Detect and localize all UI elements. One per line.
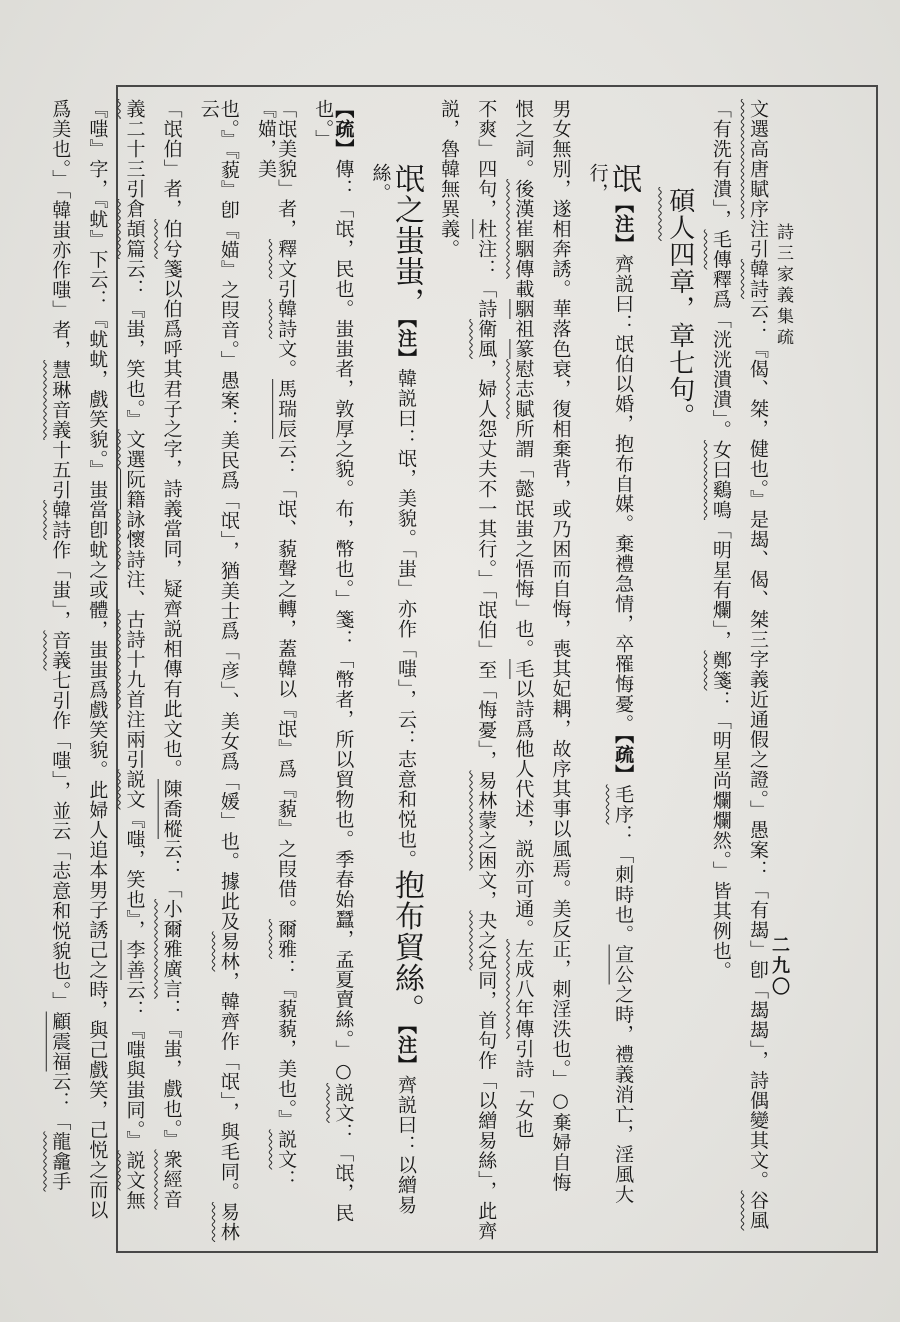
text-run: 也。』『藐』卽『媌』之叚音。」愚案：美民爲「氓」，猶美士爲「彦」、美女爲「媛」也。據此及 — [217, 99, 240, 932]
column-10 — [313, 99, 353, 1243]
poem-text: 抱布貿絲。 — [389, 869, 425, 1025]
person-name: 篆 — [512, 339, 535, 359]
text-run: 韓説曰：氓，美貌。「蚩」亦作「嗤」，云：志意和悦也。 — [395, 368, 418, 870]
book-title: 文選 — [123, 429, 146, 470]
text-run: 云：『蚩，笑也。』 — [123, 259, 146, 430]
page-number: 二九〇 — [769, 935, 790, 998]
column-3-chapter-heading — [665, 99, 694, 1243]
text-run: ，韓齊作「氓」，與毛同。 — [217, 971, 240, 1202]
text-run: 文， — [475, 870, 498, 911]
column-2 — [711, 99, 731, 1243]
text-run: 釋爲「洸洸潰潰」。 — [709, 269, 732, 440]
text-run: ，婦人怨丈夫不一其行。」「氓伯」至「悔憂」， — [475, 359, 498, 771]
text-run: 作「蚩」， — [49, 540, 72, 631]
text-run: ：『媌，美 — [255, 99, 298, 1190]
text-frame — [49, 85, 878, 1253]
commentary-label: 【疏】 — [332, 99, 355, 159]
book-title: 伯兮 — [160, 219, 183, 259]
book-title: 後漢崔駰傳 — [512, 179, 535, 279]
book-title: 谷風 — [747, 1190, 769, 1231]
column-12 — [199, 99, 239, 1243]
text-run: 十五引 — [49, 440, 72, 500]
text-run: 説，魯韓無異義。 — [438, 99, 461, 259]
book-title: 衆經音 — [160, 1149, 183, 1210]
book-title: 慧琳音義 — [49, 360, 72, 440]
commentary-label: 【注】 — [612, 194, 635, 254]
text-run: 男女無別，遂相奔誘。華落色衰，復相棄背，或乃困而自悔，喪其妃耦，故序其事以風焉。美反正，刺淫泆也。」○棄婦自悔 — [549, 99, 572, 1193]
book-title: 左成八年傳 — [512, 939, 535, 1039]
text-run: 所謂「懿氓蚩之悟悔」也。 — [512, 419, 535, 659]
text-run: 爲美也。」「韓蚩亦作嗤」者， — [49, 99, 72, 360]
book-title: 説文 — [123, 1150, 146, 1191]
book-title: 倉頡篇 — [123, 199, 146, 259]
text-run: 云：「 — [160, 839, 183, 899]
text-run: 注兩引 — [123, 709, 146, 770]
running-title: 詩三家義集疏 — [773, 223, 793, 349]
text-run: 七引作「嗤」，並云「志意和悦貌也。」 — [49, 670, 72, 1012]
text-run: 不爽」四句， — [475, 99, 498, 219]
text-run: 「氓伯」者， — [160, 99, 183, 219]
book-title: 釋文 — [275, 239, 298, 279]
book-title: 韓詩 — [275, 299, 298, 339]
text-run: 引 — [275, 279, 298, 299]
text-run: 恨之詞。 — [512, 99, 535, 179]
column-15 — [87, 99, 107, 1243]
text-run: 云：『嗤與蚩同。』 — [123, 980, 146, 1151]
column-1 — [748, 99, 768, 1243]
column-5 — [550, 99, 570, 1243]
column-16 — [50, 99, 70, 1243]
text-run: 注：「詩 — [475, 239, 498, 319]
column-7 — [476, 99, 496, 1243]
text-run: 傳：「氓，民也。蚩蚩者，敦厚之貌。布，幣也。」箋：「幣者，所以貿物也。季春始蠶，孟夏賣絲。」○ — [332, 159, 355, 1083]
book-title: 慰志賦 — [512, 359, 535, 419]
text-run: 四章，章七句。 — [664, 241, 695, 430]
commentary-label: 【注】 — [395, 318, 418, 369]
book-title: 龍龕手 — [49, 1131, 72, 1192]
text-run: 齊説曰：氓伯以婚，抱布自媒。棄禮急情，卒罹悔憂。 — [612, 254, 635, 734]
column-4 — [588, 99, 640, 1243]
book-title: 説文 — [275, 1129, 298, 1170]
text-run: ：「氓，民也。」 — [312, 99, 355, 1223]
book-title: 詠懷詩 — [123, 509, 146, 570]
text-run: 云 — [197, 99, 220, 119]
person-name: 毛 — [512, 659, 535, 679]
text-run: 引詩「女也 — [512, 1039, 535, 1139]
column-14 — [124, 99, 144, 1243]
book-title: 説文 — [332, 1083, 355, 1123]
book-title: 易林 — [217, 931, 240, 972]
text-body — [49, 99, 769, 1243]
text-run: 祖 — [512, 319, 535, 339]
text-run: 同，首句作「以繒易絲」，此齊 — [475, 970, 498, 1241]
person-name: 阮籍 — [123, 469, 146, 510]
text-run: ：『蚩，戲也。』 — [160, 999, 183, 1150]
text-run: ：「明星尚爛爛然。」皆其例也。 — [709, 690, 732, 981]
book-title: 小爾雅廣言 — [160, 899, 183, 999]
text-run: 注、 — [123, 569, 146, 610]
book-title: 音義 — [49, 630, 72, 671]
person-name: 宣公 — [612, 944, 635, 985]
book-title: 易林蒙之困 — [475, 770, 498, 871]
person-name: 馬瑞辰 — [275, 379, 298, 439]
text-run: 云：「 — [49, 1071, 72, 1132]
text-run: 齊説曰：以繒易絲。 — [369, 163, 418, 1215]
person-name: 李善 — [123, 940, 146, 980]
text-run: 云：「氓、藐聲之轉，蓋韓以『氓』爲『藐』之叚借。 — [275, 439, 298, 919]
book-title: 易林 — [217, 1202, 240, 1242]
text-run: 「氓美貌」者， — [275, 99, 298, 239]
person-name: 顧震福 — [49, 1011, 72, 1072]
person-name: 駰 — [512, 299, 535, 319]
text-run: 二十三引 — [123, 119, 146, 199]
text-run: 載 — [512, 279, 535, 299]
text-run: 箋以伯爲呼其君子之字，詩義當同，疑齊説相傳有此文也。 — [160, 259, 183, 779]
text-run: 注引 — [747, 219, 769, 259]
commentary-label: 【注】 — [395, 1024, 418, 1075]
book-title: 女曰鷄鳴 — [709, 440, 732, 520]
commentary-label: 【疏】 — [612, 734, 635, 785]
book-title: 爾雅 — [275, 919, 298, 959]
book-title: 鄭箋 — [709, 650, 732, 691]
text-run: 『嗤』字，『蚘』下云：『蚘蚘，戲笑貌。』蚩當卽蚘之或體，蚩蚩爲戲笑貌。此婦人追本男子誘己之時，與己戲笑，己悦之而以 — [86, 99, 109, 1220]
column-13 — [162, 99, 182, 1243]
book-title: 説文 — [123, 769, 146, 810]
book-title: 毛序 — [612, 784, 635, 825]
text-run: 之時，禮義消亡，淫風大行， — [586, 163, 635, 1205]
column-11 — [256, 99, 296, 1243]
text-run: ：「刺時也。 — [612, 824, 635, 945]
book-title: 衛風 — [475, 319, 498, 359]
column-6 — [513, 99, 533, 1243]
book-title: 韓詩 — [49, 500, 72, 540]
book-title: 碩人 — [664, 187, 695, 241]
book-title: 古詩十九首 — [123, 609, 146, 710]
text-run: 『嗤，笑也』， — [123, 809, 146, 940]
text-run: 以詩爲他人代述，説亦可通。 — [512, 679, 535, 939]
text-run: 無 — [123, 1190, 146, 1211]
person-name: 杜 — [475, 219, 498, 239]
poem-text: 氓之蚩蚩， — [389, 163, 425, 318]
book-title: 義 — [123, 99, 146, 119]
book-title: 文選高唐賦序 — [747, 99, 769, 219]
person-name: 陳喬樅 — [160, 779, 183, 839]
text-run: ：『藐藐，美也。』 — [275, 959, 298, 1130]
column-9 — [369, 99, 425, 1243]
text-run: 「明星有爛」， — [709, 520, 732, 651]
poem-text: 氓 — [606, 163, 642, 194]
book-title: 夬之兌 — [475, 910, 498, 971]
text-run: 云：『偈、桀，健也。』是朅、偈、桀三字義近通假之證。」愚案：「有朅」卽「朅朅」，詩偶變其文。 — [747, 299, 769, 1191]
book-title: 韓詩 — [747, 259, 769, 299]
text-run: 「有洗有潰」， — [709, 99, 732, 230]
book-title: 毛傳 — [709, 229, 732, 270]
text-run: 文。 — [275, 339, 298, 379]
column-8 — [439, 99, 459, 1243]
